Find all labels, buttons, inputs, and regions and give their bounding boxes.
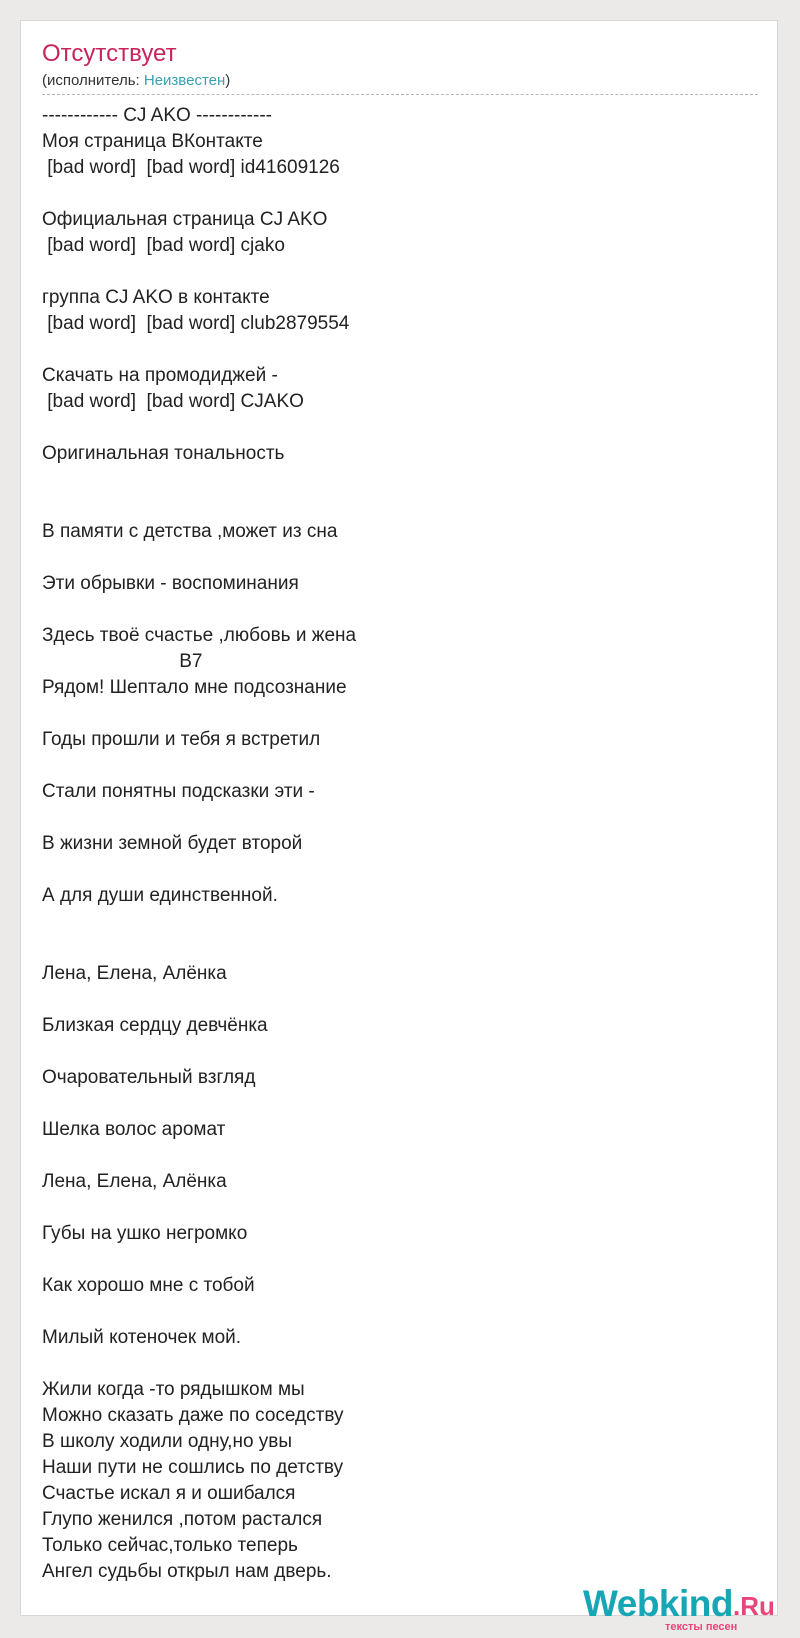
lyric-line xyxy=(42,1195,758,1221)
lyric-line: Лена, Елена, Алёнка xyxy=(42,1171,227,1192)
logo-word: Webkind xyxy=(583,1583,733,1624)
lyric-line: Наши пути не сошлись по детству xyxy=(42,1457,344,1478)
lyric-line: Здесь твоё счастье ,любовь и жена xyxy=(42,625,357,646)
lyric-line: Губы на ушко негромко xyxy=(42,1223,248,1244)
lyric-line xyxy=(42,1247,758,1273)
lyric-line: Глупо женился ,потом растался xyxy=(42,1509,323,1530)
lyric-line: [bad word] [bad word] id41609126 xyxy=(42,157,340,178)
lyric-line xyxy=(42,1299,758,1325)
lyric-line: В школу ходили одну,но увы xyxy=(42,1431,293,1452)
lyric-line: Официальная страница CJ AKO xyxy=(42,209,328,230)
lyric-line: [bad word] [bad word] cjako xyxy=(42,235,285,256)
performer-line xyxy=(42,71,758,91)
lyric-line: Эти обрывки - воспоминания xyxy=(42,573,299,594)
lyric-line: ------------ CJ AKO ------------ xyxy=(42,105,272,126)
lyric-line: Только сейчас,только теперь xyxy=(42,1535,298,1556)
lyric-line xyxy=(42,337,758,363)
lyrics-card xyxy=(20,20,778,1633)
artist-link[interactable]: Неизвестен xyxy=(143,72,226,89)
lyric-line: Жили когда -то рядышком мы xyxy=(42,1379,305,1400)
lyric-line xyxy=(42,1143,758,1169)
lyric-line xyxy=(42,545,758,571)
lyric-line xyxy=(42,805,758,831)
lyric-line: B7 xyxy=(42,651,203,672)
lyric-line: А для души единственной. xyxy=(42,885,278,906)
logo-tld: .Ru xyxy=(733,1591,775,1621)
lyric-line xyxy=(42,935,758,961)
lyric-line: группа CJ AKO в контакте xyxy=(42,287,270,308)
header-divider xyxy=(42,94,758,95)
lyrics-text xyxy=(42,103,758,1585)
lyric-line xyxy=(42,1351,758,1377)
lyric-line xyxy=(42,1039,758,1065)
lyric-line: [bad word] [bad word] CJAKO xyxy=(42,391,304,412)
lyric-line: Скачать на промодиджей - xyxy=(42,365,278,386)
lyric-line xyxy=(42,1091,758,1117)
lyric-line xyxy=(42,415,758,441)
song-title: Отсутствует xyxy=(42,40,177,67)
lyric-line xyxy=(42,701,758,727)
lyric-line: Милый котеночек мой. xyxy=(42,1327,242,1348)
song-header xyxy=(42,39,758,91)
lyric-line: Оригинальная тональность xyxy=(42,443,285,464)
lyric-line: [bad word] [bad word] club2879554 xyxy=(42,313,350,334)
lyric-line: Шелка волос аромат xyxy=(42,1119,226,1140)
lyric-line xyxy=(42,493,758,519)
lyric-line: Близкая сердцу девчёнка xyxy=(42,1015,268,1036)
lyric-line xyxy=(42,857,758,883)
lyric-line: Счастье искал я и ошибался xyxy=(42,1483,296,1504)
performer-prefix: (исполнитель: xyxy=(42,72,144,89)
lyric-line xyxy=(42,259,758,285)
lyric-line: Стали понятны подсказки эти - xyxy=(42,781,315,802)
lyric-line: Можно сказать даже по соседству xyxy=(42,1405,344,1426)
site-logo[interactable] xyxy=(583,1583,773,1635)
lyric-line xyxy=(42,597,758,623)
lyric-line: Лена, Елена, Алёнка xyxy=(42,963,227,984)
lyric-line xyxy=(42,753,758,779)
lyric-line: Рядом! Шептало мне подсознание xyxy=(42,677,347,698)
lyric-line: Моя страница ВКонтакте xyxy=(42,131,263,152)
performer-suffix: ) xyxy=(225,72,231,89)
lyric-line: Годы прошли и тебя я встретил xyxy=(42,729,321,750)
lyric-line: Очаровательный взгляд xyxy=(42,1067,256,1088)
lyric-line: Как хорошо мне с тобой xyxy=(42,1275,255,1296)
lyric-line: Ангел судьбы открыл нам дверь. xyxy=(42,1561,332,1582)
lyric-line xyxy=(42,909,758,935)
lyric-line xyxy=(42,467,758,493)
lyric-line: В жизни земной будет второй xyxy=(42,833,303,854)
logo-tagline: тексты песен xyxy=(665,1621,738,1633)
lyric-line: В памяти с детства ,может из сна xyxy=(42,521,338,542)
lyric-line xyxy=(42,987,758,1013)
lyric-line xyxy=(42,181,758,207)
